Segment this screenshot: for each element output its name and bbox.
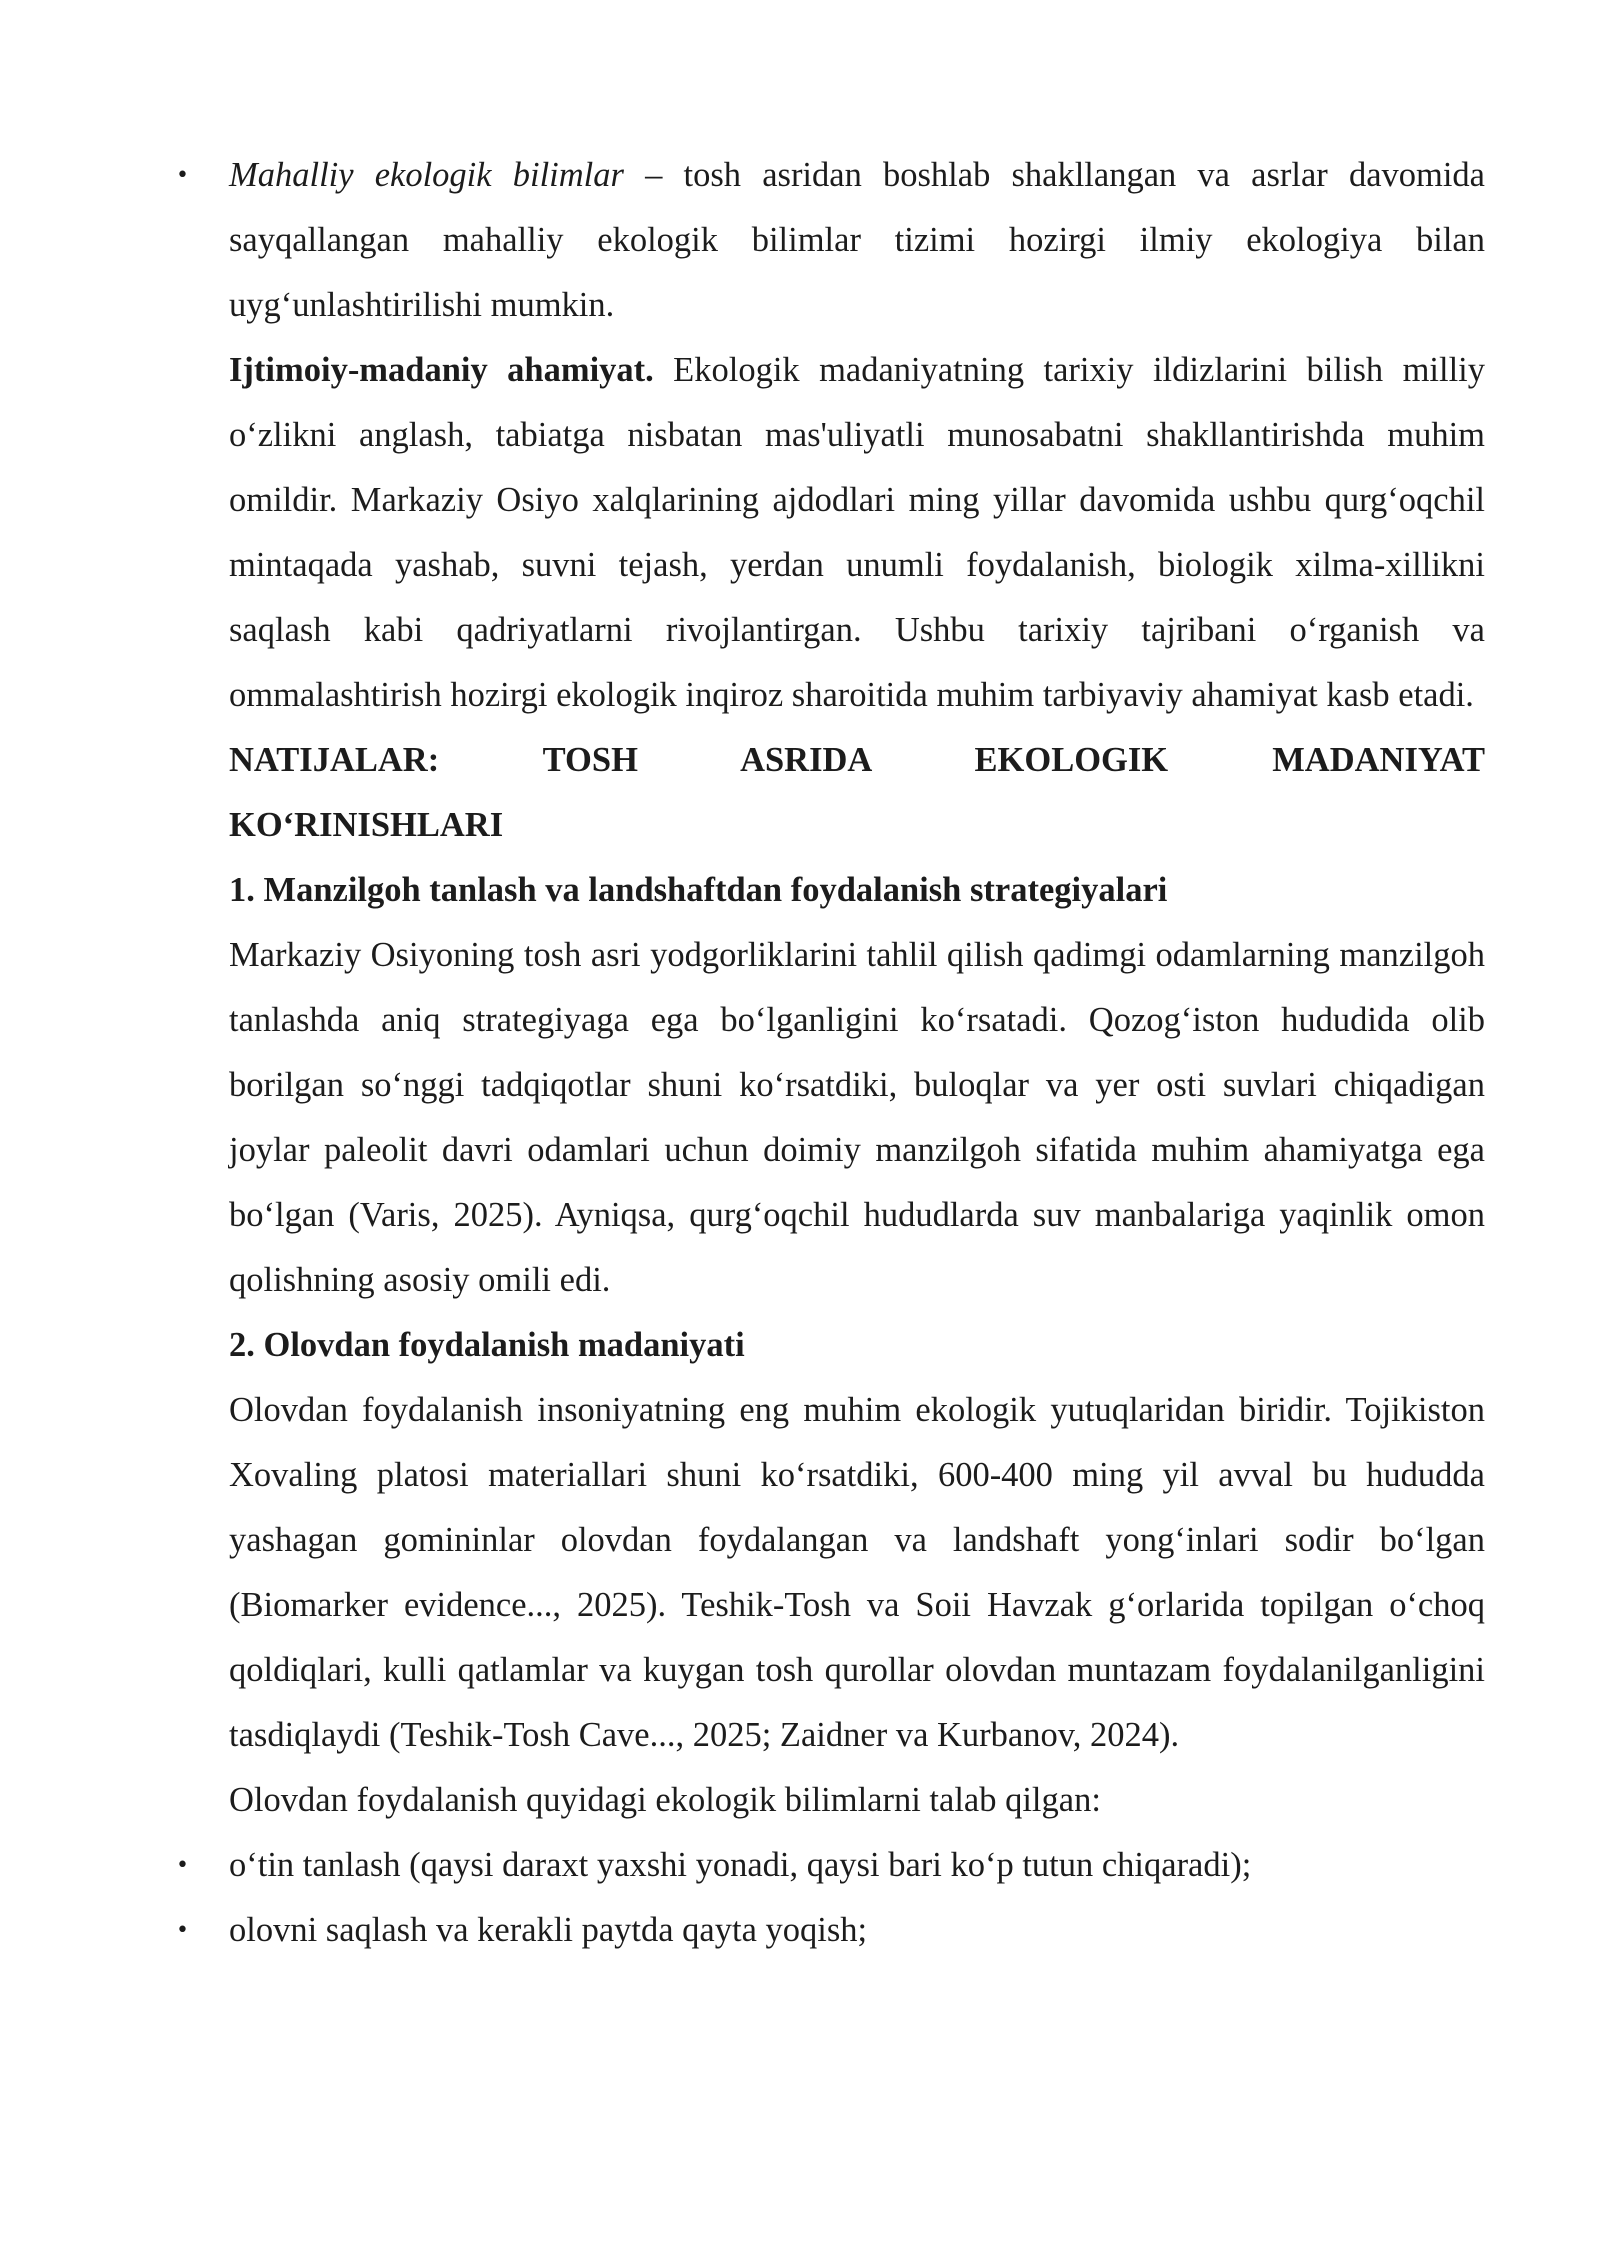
- list-item: [176, 1898, 1485, 1963]
- bullet-icon: •: [176, 1853, 189, 1878]
- bullet-icon: •: [176, 1918, 189, 1943]
- section2-paragraph: Olovdan foydalanish insoniyatning eng muhim ekologik yutuqlaridan biridir. Tojikiston Xovaling platosi materiallari shuni koʻrsatdiki, 600-400 ming yil avval bu hududda yashagan gomininlar olovdan foydalangan va landshaft yongʻinlari sodir boʻlgan (Biomarker evidence..., 2025). Teshik-Tosh va Soii Havzak gʻorlarida topilgan oʻchoq qoldiqlari, kulli qatlamlar va kuygan tosh qurollar olovdan muntazam foydalanilganligini tasdiqlaydi (Teshik-Tosh Cave..., 2025; Zaidner va Kurbanov, 2024).: [229, 1391, 1485, 1754]
- section2-lead: Olovdan foydalanish quyidagi ekologik bilimlarni talab qilgan:: [229, 1781, 1101, 1819]
- local-knowledge-text: – tosh asridan boshlab shakllangan va asrlar davomida sayqallangan mahalliy ekologik bilimlar tizimi hozirgi ilmiy ekologiya bilan uygʻunlashtirilishi mumkin.: [229, 156, 1485, 324]
- bullet-paragraph-local-knowledge: [176, 143, 1485, 338]
- term-social-cultural: Ijtimoiy-madaniy ahamiyat.: [229, 351, 654, 389]
- term-local-knowledge: Mahalliy ekologik bilimlar: [229, 156, 624, 194]
- section1-paragraph: Markaziy Osiyoning tosh asri yodgorliklarini tahlil qilish qadimgi odamlarning manzilgoh tanlashda aniq strategiyaga ega boʻlganligini koʻrsatadi. Qozogʻiston hududida olib borilgan soʻnggi tadqiqotlar shuni koʻrsatdiki, buloqlar va yer osti suvlari chiqadigan joylar paleolit davri odamlari uchun doimiy manzilgoh sifatida muhim ahamiyatga ega boʻlgan (Varis, 2025). Ayniqsa, qurgʻoqchil hududlarda suv manbalariga yaqinlik omon qolishning asosiy omili edi.: [229, 936, 1485, 1299]
- social-cultural-text: Ekologik madaniyatning tarixiy ildizlarini bilish milliy oʻzlikni anglash, tabiatga nisbatan mas'uliyatli munosabatni shakllantirishda muhim omildir. Markaziy Osiyo xalqlarining ajdodlari ming yillar davomida ushbu qurgʻoqchil mintaqada yashab, suvni tejash, yerdan unumli foydalanish, biologik xilma-xillikni saqlash kabi qadriyatlarni rivojlantirgan. Ushbu tarixiy tajribani oʻrganish va ommalashtirish hozirgi ekologik inqiroz sharoitida muhim tarbiyaviy ahamiyat kasb etadi.: [229, 351, 1485, 714]
- results-heading-line1: NATIJALAR: TOSH ASRIDA EKOLOGIK MADANIYAT: [229, 741, 1485, 779]
- results-heading-line2: KOʻRINISHLARI: [229, 806, 504, 844]
- list-item: [176, 1833, 1485, 1898]
- page-content: [176, 143, 1485, 1963]
- section2-heading: 2. Olovdan foydalanish madaniyati: [229, 1326, 745, 1364]
- section1-heading: 1. Manzilgoh tanlash va landshaftdan foydalanish strategiyalari: [229, 871, 1168, 909]
- paragraph-social-cultural: [229, 338, 1485, 728]
- list-item-text: oʻtin tanlash (qaysi daraxt yaxshi yonadi, qaysi bari koʻp tutun chiqaradi);: [229, 1846, 1252, 1884]
- bullet-icon: •: [176, 163, 189, 188]
- list-item-text: olovni saqlash va kerakli paytda qayta yoqish;: [229, 1911, 868, 1949]
